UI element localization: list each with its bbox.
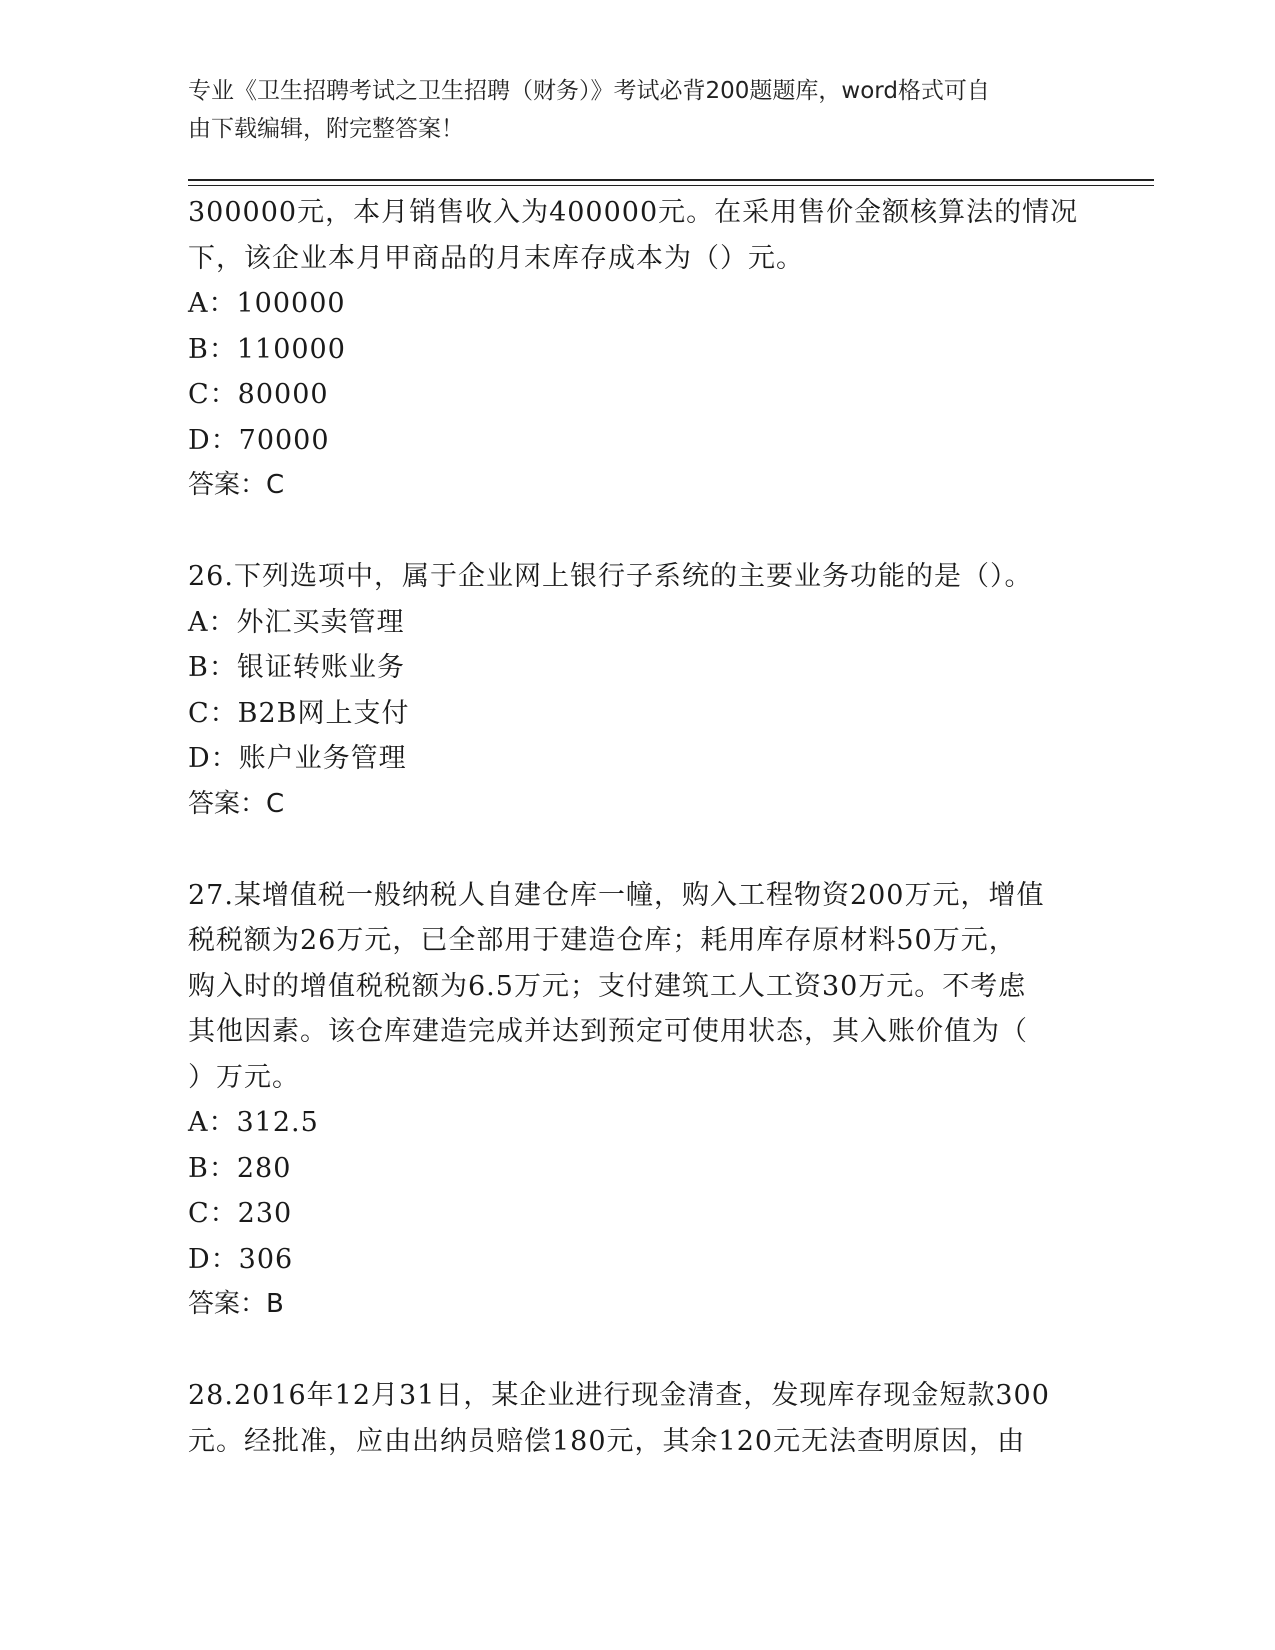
option-d: D：306 [188, 1243, 294, 1275]
spacer [188, 509, 1088, 555]
question-stem-line: 其他因素。该仓库建造完成并达到预定可使用状态，其入账价值为（ [188, 1016, 1028, 1047]
option-b: B：110000 [188, 333, 346, 365]
option-a: A：312.5 [188, 1107, 319, 1138]
question-stem-line: 26.下列选项中，属于企业网上银行子系统的主要业务功能的是（）。 [188, 561, 1033, 592]
header-line-1: 专业《卫生招聘考试之卫生招聘（财务）》考试必背200题题库，word格式可自 [188, 78, 990, 104]
spacer [188, 1328, 1088, 1374]
option-a: A：100000 [188, 288, 346, 319]
document-header [188, 72, 1068, 148]
question-25 [188, 190, 1088, 509]
question-stem-line: 300000元，本月销售收入为400000元。在采用售价金额核算法的情况 [188, 197, 1079, 228]
question-list [188, 190, 1088, 1464]
option-c: C：230 [188, 1198, 293, 1229]
option-d: D：账户业务管理 [188, 743, 407, 774]
question-stem-line: 27.某增值税一般纳税人自建仓库一幢，购入工程物资200万元，增值 [188, 879, 1045, 911]
option-a: A：外汇买卖管理 [188, 606, 405, 638]
option-c: C：B2B网上支付 [188, 697, 410, 729]
question-stem-line: 购入时的增值税税额为6.5万元；支付建筑工人工资30万元。不考虑 [188, 970, 1027, 1002]
question-stem-line: 28.2016年12月31日，某企业进行现金清查，发现库存现金短款300 [188, 1380, 1050, 1411]
spacer [188, 827, 1088, 873]
question-stem-line: ）万元。 [188, 1061, 300, 1093]
header-line-2: 由下载编辑，附完整答案！ [188, 116, 464, 142]
option-d: D：70000 [188, 424, 330, 456]
answer-line: 答案：B [188, 1289, 284, 1319]
question-26 [188, 554, 1088, 827]
header-rule-thin [188, 185, 1154, 186]
option-c: C：80000 [188, 379, 329, 410]
header-rule-thick [188, 179, 1154, 181]
option-b: B：280 [188, 1152, 292, 1184]
answer-line: 答案：C [188, 788, 285, 819]
option-b: B：银证转账业务 [188, 652, 405, 683]
question-stem-line: 税税额为26万元，已全部用于建造仓库；耗用库存原材料50万元， [188, 925, 1017, 956]
question-27 [188, 873, 1088, 1328]
question-stem-line: 元。经批准，应由出纳员赔偿180元，其余120元无法查明原因，由 [188, 1425, 1026, 1457]
question-stem-line: 下，该企业本月甲商品的月末库存成本为（）元。 [188, 242, 804, 274]
answer-line: 答案：C [188, 470, 285, 500]
question-28 [188, 1373, 1088, 1464]
